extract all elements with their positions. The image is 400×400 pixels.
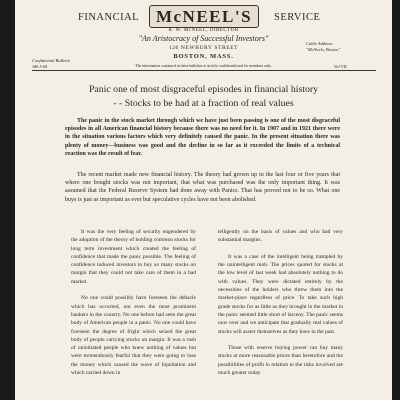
lead-paragraph: The panic in the stock market through which we have just been passing is one of the most disgraceful episodes in all American financial history because there was no need for it. In 1907 and in 1921 there were in the situation various factors which very definitely caused the panic. In the present situation there was plenty of money—business was good and the decline in so far as it exceeded the limits of a technical reaction was the result of fear.	[65, 118, 340, 157]
cable-value: "McNeels, Boston"	[306, 47, 341, 52]
right-column-paragraph: Those with reserve buying power can buy many stocks at more reasonable prices than heretofore and the possibilities of profit in relation to the risks involved are much greater today	[218, 345, 343, 377]
right-column	[218, 228, 343, 386]
cable-label: Cable Address:	[306, 41, 334, 46]
volume-number: Vol VII	[334, 64, 347, 69]
letterhead-financial-word: FINANCIAL	[78, 12, 140, 23]
second-paragraph: The recent market made new financial history. The theory had grown up in the last four or five years that where one bought stocks was not important, that what was purchased was the only important thing. It was assumed that the Federal Reserve System had done away with Panics. That has proved not to be so. What one buys is just as important as ever but speculative cycles have not been abolished.	[65, 172, 340, 203]
right-column-paragraph: telligently on the basis of values and who had very substantial margins.	[218, 229, 343, 244]
tagline: "An Aristocracy of Successful Investors"	[138, 34, 269, 43]
cable-address	[306, 41, 340, 53]
letterhead-divider	[32, 70, 376, 71]
letterhead-service-word: SERVICE	[274, 12, 321, 23]
letterhead	[15, 0, 392, 72]
city-address: BOSTON, MASS.	[173, 53, 234, 60]
street-address: 126 NEWBURY STREET	[168, 45, 239, 51]
director-line: R. W. McNEEL, DIRECTOR	[168, 28, 239, 33]
mcneels-logo: McNEEL'S	[149, 5, 259, 28]
headline	[15, 83, 392, 111]
left-column	[71, 228, 196, 386]
headline-line-2: - - Stocks to be had at a fraction of real values	[113, 98, 294, 109]
bulletin-page	[15, 0, 392, 400]
right-column-paragraph: It was a case of the intelligent being trampled by the unintelligent mob. The prices quoted for stocks at the low level of last week had absolutely nothing to do with values. They were dictated entirely by the necessities of the holders who threw them into the market-place regardless of price. To take such high grade stocks for as little as they brought in the market in the panic seemed little short of larceny. The panic seems now over and we anticipate that gradually real values of stocks will assert themselves as they have in the past.	[218, 253, 343, 335]
bulletin-code: AB-J-44	[32, 63, 47, 69]
bulletin-label: Confidential Bulletin	[32, 58, 70, 63]
headline-line-1: Panic one of most disgraceful episodes in financial history	[88, 84, 319, 95]
left-column-paragraph: It was the very feeling of security engendered by the adoption of the theory of holding common stocks for long term investment which created the feeling of confidence that made the panic possible. The feeling of confidence induced investors to buy so many stocks on margin that they could not take care of them in a bad market.	[71, 229, 196, 285]
left-column-paragraph: No one could possibly have foreseen the debacle which has occurred, not even the most prominent bankers in the country. No one before had seen the great body of American people in a panic. No one could have foreseen the degree of fright which seized the great body of people carrying stocks on margin. It was a rush of uninitiated people who knew nothing of values but were tremendously fearful that they were going to lose the money which caused the wave of liquidation and which carried down in	[71, 295, 196, 377]
confidential-notice: The information contained in these bulletins is strictly confidential and for members only.	[135, 64, 272, 68]
